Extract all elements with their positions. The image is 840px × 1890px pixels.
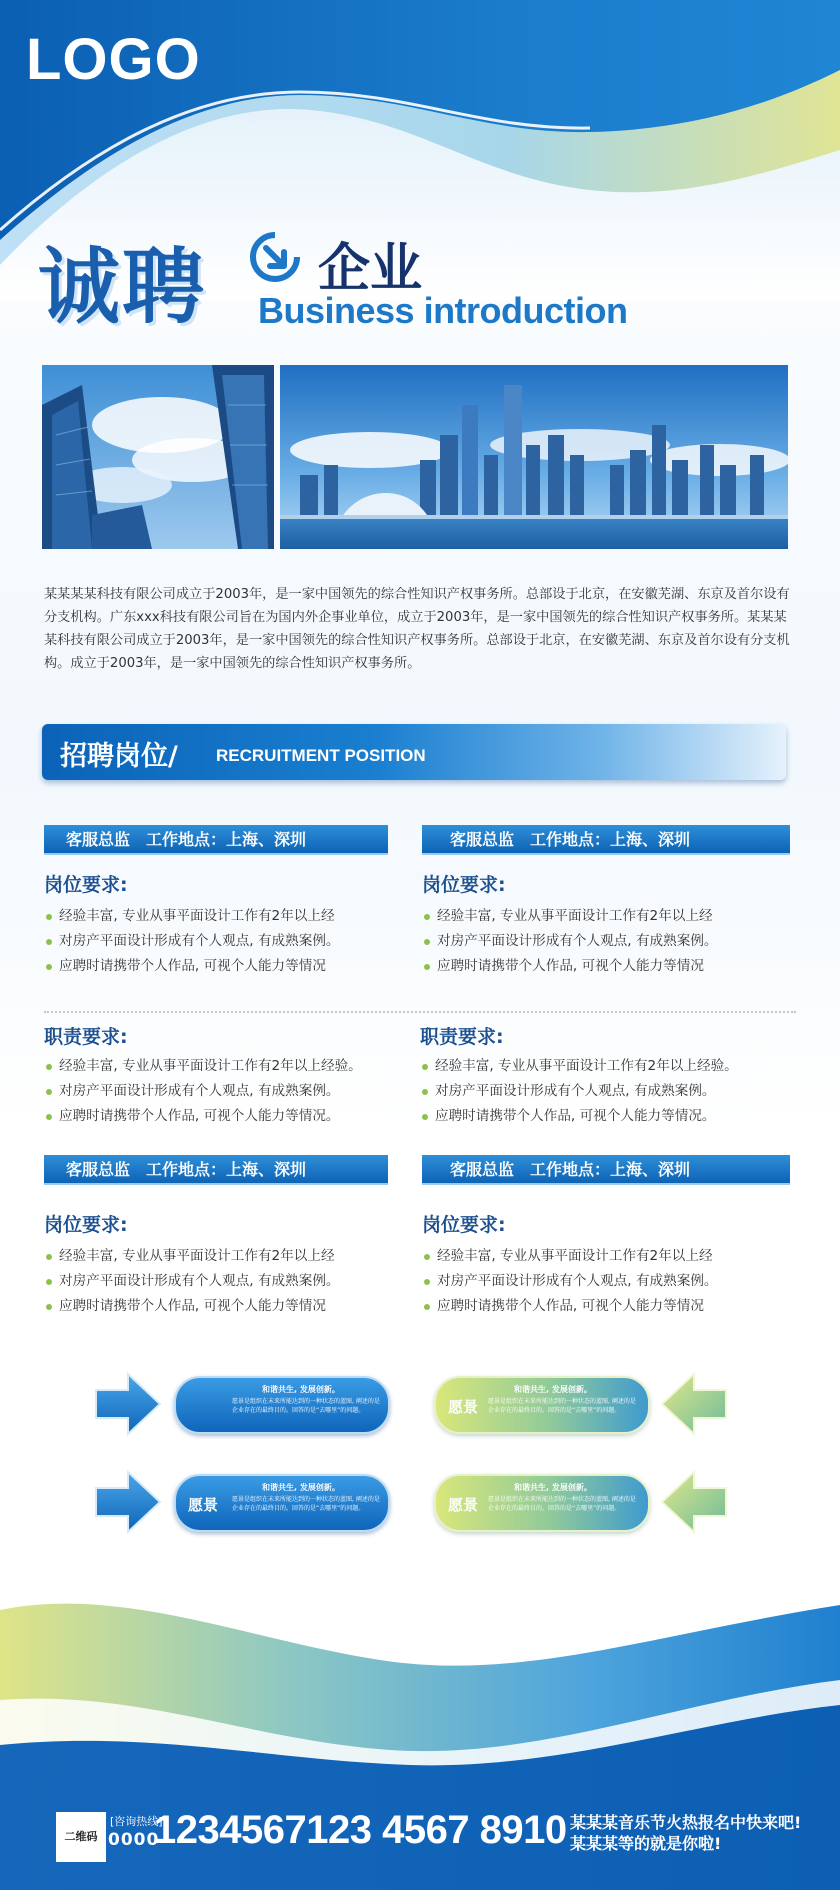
list-item: 经验丰富, 专业从事平面设计工作有2年以上经 xyxy=(422,1244,718,1269)
requirements-list xyxy=(44,904,340,979)
pill-title: 和谐共生, 发展创新。 xyxy=(262,1385,340,1394)
pill-title: 和谐共生, 发展创新。 xyxy=(514,1385,592,1394)
requirements-list xyxy=(422,1244,718,1319)
title-main: 诚聘 xyxy=(38,240,207,335)
arrow-right-icon xyxy=(92,1466,164,1538)
value-pill xyxy=(434,1474,650,1532)
hotline-number: 1234567123 4567 8910 xyxy=(154,1808,567,1852)
duties-title: 职责要求: xyxy=(420,1026,504,1048)
requirements-title: 岗位要求: xyxy=(422,1214,506,1236)
requirements-list xyxy=(44,1244,340,1319)
slogan xyxy=(570,1812,801,1854)
divider xyxy=(44,1011,796,1013)
duties-list xyxy=(420,1054,738,1129)
hotline-prefix: 0000 xyxy=(108,1830,160,1850)
pill-description: 愿景是组织在未来所能达到的一种状态的蓝图, 阐述的是企业存在的最终目的。回答的是“去哪里”的问题。 xyxy=(488,1496,636,1512)
list-item: 对房产平面设计形成有个人观点, 有成熟案例。 xyxy=(422,1269,718,1294)
circular-arrow-icon xyxy=(248,230,302,284)
pill-description: 愿景是组织在未来所能达到的一种状态的蓝图, 阐述的是企业存在的最终目的。回答的是“去哪里”的问题。 xyxy=(232,1398,380,1414)
title-en: Business introduction xyxy=(258,290,628,331)
hotline-label: [咨询热线] xyxy=(110,1815,163,1828)
list-item: 经验丰富, 专业从事平面设计工作有2年以上经 xyxy=(422,904,718,929)
job-header: 客服总监 工作地点：上海、深圳 xyxy=(422,825,790,855)
list-item: 对房产平面设计形成有个人观点, 有成熟案例。 xyxy=(44,1079,362,1104)
value-pill xyxy=(174,1376,390,1434)
list-item: 对房产平面设计形成有个人观点, 有成熟案例。 xyxy=(422,929,718,954)
recruitment-title: 招聘岗位/ xyxy=(60,741,178,772)
pill-title: 和谐共生, 发展创新。 xyxy=(514,1483,592,1492)
pill-label: 愿景 xyxy=(448,1398,479,1416)
title-sub: 企业 xyxy=(318,239,423,299)
pill-title: 和谐共生, 发展创新。 xyxy=(262,1483,340,1492)
job-header: 客服总监 工作地点：上海、深圳 xyxy=(44,1155,388,1185)
list-item: 经验丰富, 专业从事平面设计工作有2年以上经 xyxy=(44,1244,340,1269)
value-pill xyxy=(434,1376,650,1434)
recruitment-bar xyxy=(42,724,786,780)
list-item: 经验丰富, 专业从事平面设计工作有2年以上经验。 xyxy=(44,1054,362,1079)
pill-description: 愿景是组织在未来所能达到的一种状态的蓝图, 阐述的是企业存在的最终目的。回答的是“去哪里”的问题。 xyxy=(232,1496,380,1512)
arrow-right-icon xyxy=(92,1368,164,1440)
list-item: 对房产平面设计形成有个人观点, 有成熟案例。 xyxy=(420,1079,738,1104)
duties-list xyxy=(44,1054,362,1129)
list-item: 应聘时请携带个人作品, 可视个人能力等情况。 xyxy=(420,1104,738,1129)
requirements-title: 岗位要求: xyxy=(422,874,506,896)
requirements-title: 岗位要求: xyxy=(44,1214,128,1236)
job-header: 客服总监 工作地点：上海、深圳 xyxy=(44,825,388,855)
slogan-line: 某某某音乐节火热报名中快来吧! xyxy=(570,1813,802,1832)
intro-paragraph: 某某某某科技有限公司成立于2003年，是一家中国领先的综合性知识产权事务所。总部设于北京，在安徽芜湖、东京及首尔设有分支机构。广东xxx科技有限公司旨在为国内外企事业单位，成立于2003年，是一家中国领先的综合性知识产权事务所。某某某某科技有限公司成立于2003年，是一家中国领先的综合性知识产权事务所。总部设于北京，在安徽芜湖、东京及首尔设有分支机构。成立于2003年，是一家中国领先的综合性知识产权事务所。 xyxy=(44,587,790,671)
requirements-list xyxy=(422,904,718,979)
photo-buildings xyxy=(42,365,274,549)
list-item: 应聘时请携带个人作品, 可视个人能力等情况 xyxy=(44,1294,340,1319)
list-item: 对房产平面设计形成有个人观点, 有成熟案例。 xyxy=(44,929,340,954)
list-item: 应聘时请携带个人作品, 可视个人能力等情况 xyxy=(422,954,718,979)
list-item: 应聘时请携带个人作品, 可视个人能力等情况 xyxy=(44,954,340,979)
logo: LOGO xyxy=(26,27,201,92)
list-item: 经验丰富, 专业从事平面设计工作有2年以上经 xyxy=(44,904,340,929)
pill-description: 愿景是组织在未来所能达到的一种状态的蓝图, 阐述的是企业存在的最终目的。回答的是“去哪里”的问题。 xyxy=(488,1398,636,1414)
arrow-left-icon xyxy=(658,1466,730,1538)
pill-label: 愿景 xyxy=(448,1496,479,1514)
duties-title: 职责要求: xyxy=(44,1026,128,1048)
photo-skyline xyxy=(280,365,788,549)
list-item: 应聘时请携带个人作品, 可视个人能力等情况 xyxy=(422,1294,718,1319)
requirements-title: 岗位要求: xyxy=(44,874,128,896)
value-pill xyxy=(174,1474,390,1532)
list-item: 应聘时请携带个人作品, 可视个人能力等情况。 xyxy=(44,1104,362,1129)
job-header: 客服总监 工作地点：上海、深圳 xyxy=(422,1155,790,1185)
list-item: 对房产平面设计形成有个人观点, 有成熟案例。 xyxy=(44,1269,340,1294)
list-item: 经验丰富, 专业从事平面设计工作有2年以上经验。 xyxy=(420,1054,738,1079)
qr-code: 二维码 xyxy=(56,1812,106,1862)
slogan-line: 某某某等的就是你啦! xyxy=(570,1834,722,1853)
recruitment-title-en: RECRUITMENT POSITION xyxy=(216,746,426,765)
arrow-left-icon xyxy=(658,1368,730,1440)
pill-label: 愿景 xyxy=(188,1496,219,1514)
